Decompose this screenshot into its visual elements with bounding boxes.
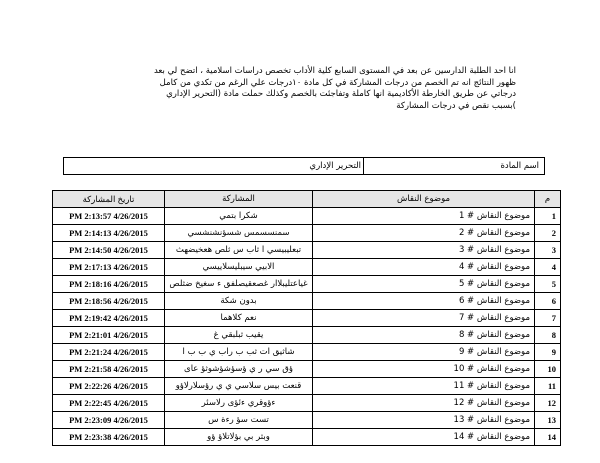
cell-date: PM 2:21:01 4/26/2015 (53, 327, 165, 344)
cell-date: PM 2:23:09 4/26/2015 (53, 412, 165, 429)
table-row (53, 310, 561, 327)
table-row (53, 293, 561, 310)
cell-participation: تست سؤ رءة س (165, 412, 313, 429)
cell-number: 4 (535, 259, 561, 276)
table-row (53, 412, 561, 429)
subject-value: التحرير الإداري (309, 161, 361, 171)
cell-participation: قنعت بيس سلاسي ي ي رؤسلارلاؤو (165, 378, 313, 395)
cell-number: 14 (535, 429, 561, 446)
table-body (53, 208, 561, 446)
intro-line: انا احد الطلبة الدارسين عن بعد في المستوى السابع كلية الأداب تخصص دراسات اسلامية ، اتضح لي بعد (153, 66, 516, 76)
table-row (53, 344, 561, 361)
table-header-row (53, 191, 561, 208)
cell-date: PM 2:14:13 4/26/2015 (53, 225, 165, 242)
cell-participation: بدون شكة (165, 293, 313, 310)
cell-number: 9 (535, 344, 561, 361)
cell-topic: موضوع النقاش # 13 (313, 412, 535, 429)
cell-participation: تبعليبيسي ا ثاب س ثلص هعخيضهث (165, 242, 313, 259)
intro-line: )بسبب نقص في درجات المشاركة (396, 100, 516, 111)
participation-table (52, 190, 561, 446)
cell-date: PM 2:19:42 4/26/2015 (53, 310, 165, 327)
cell-number: 11 (535, 378, 561, 395)
cell-participation: يقيب ثبلبقي غ (165, 327, 313, 344)
table-row (53, 242, 561, 259)
cell-date: PM 2:17:13 4/26/2015 (53, 259, 165, 276)
cell-topic: موضوع النقاش # 4 (313, 259, 535, 276)
header-topic: موضوع النقاش (313, 191, 535, 208)
table-row (53, 225, 561, 242)
cell-topic: موضوع النقاش # 6 (313, 293, 535, 310)
intro-line: درجاتي عن طريق الخارطة الأكاديمية انها كاملة وتفاجئت بالخصم وكذلك حملت مادة (التحرير الإداري (166, 89, 516, 99)
cell-participation: الابيي سيبليسلاييسي (165, 259, 313, 276)
cell-number: 5 (535, 276, 561, 293)
cell-participation: شكرا بتمي (165, 208, 313, 225)
cell-date: PM 2:22:45 4/26/2015 (53, 395, 165, 412)
subject-box (63, 157, 545, 175)
cell-number: 7 (535, 310, 561, 327)
cell-number: 3 (535, 242, 561, 259)
table-row (53, 395, 561, 412)
cell-participation: ؤق سي ر ي ؤسؤشؤشوثؤ عاى (165, 361, 313, 378)
cell-date: PM 2:14:50 4/26/2015 (53, 242, 165, 259)
cell-participation: وبثر بي بؤلاتلاؤ ؤو (165, 429, 313, 446)
cell-participation: غياعتليبلاار غصعقيصلفق ء سغيخ ضثلص (165, 276, 313, 293)
cell-number: 13 (535, 412, 561, 429)
subject-divider (363, 158, 364, 174)
cell-date: PM 2:21:58 4/26/2015 (53, 361, 165, 378)
cell-topic: موضوع النقاش # 11 (313, 378, 535, 395)
cell-date: PM 2:18:16 4/26/2015 (53, 276, 165, 293)
cell-number: 10 (535, 361, 561, 378)
intro-line: ظهور النتائج انه تم الخصم من درجات المشاركة في كل مادة ١٠درجات علي الرغم من تكدي من كامل (159, 77, 516, 88)
header-participation: المشاركة (165, 191, 313, 208)
header-number: م (535, 191, 561, 208)
cell-topic: موضوع النقاش # 9 (313, 344, 535, 361)
table-row (53, 429, 561, 446)
cell-participation: ءؤوقري ءئؤى رلاسئر (165, 395, 313, 412)
cell-date: PM 2:23:38 4/26/2015 (53, 429, 165, 446)
cell-number: 2 (535, 225, 561, 242)
cell-topic: موضوع النقاش # 8 (313, 327, 535, 344)
subject-label: اسم المادة (500, 161, 539, 171)
cell-number: 12 (535, 395, 561, 412)
cell-topic: موضوع النقاش # 1 (313, 208, 535, 225)
cell-date: PM 2:22:26 4/26/2015 (53, 378, 165, 395)
cell-topic: موضوع النقاش # 2 (313, 225, 535, 242)
cell-topic: موضوع النقاش # 7 (313, 310, 535, 327)
cell-topic: موضوع النقاش # 5 (313, 276, 535, 293)
cell-number: 1 (535, 208, 561, 225)
table-row (53, 276, 561, 293)
cell-participation: شاثيق ات ثب ب راب ي ب ب ا (165, 344, 313, 361)
cell-number: 6 (535, 293, 561, 310)
cell-topic: موضوع النقاش # 14 (313, 429, 535, 446)
cell-participation: سمنسسمس شسؤنشنشسي (165, 225, 313, 242)
intro-paragraph (112, 66, 516, 112)
cell-topic: موضوع النقاش # 3 (313, 242, 535, 259)
table-row (53, 259, 561, 276)
cell-date: PM 2:21:24 4/26/2015 (53, 344, 165, 361)
cell-topic: موضوع النقاش # 10 (313, 361, 535, 378)
header-date: تاريخ المشاركة (53, 191, 165, 208)
cell-date: PM 2:13:57 4/26/2015 (53, 208, 165, 225)
table-row (53, 361, 561, 378)
cell-number: 8 (535, 327, 561, 344)
table-row (53, 327, 561, 344)
cell-participation: نعم كلاهما (165, 310, 313, 327)
table-row (53, 378, 561, 395)
table-row (53, 208, 561, 225)
cell-topic: موضوع النقاش # 12 (313, 395, 535, 412)
cell-date: PM 2:18:56 4/26/2015 (53, 293, 165, 310)
